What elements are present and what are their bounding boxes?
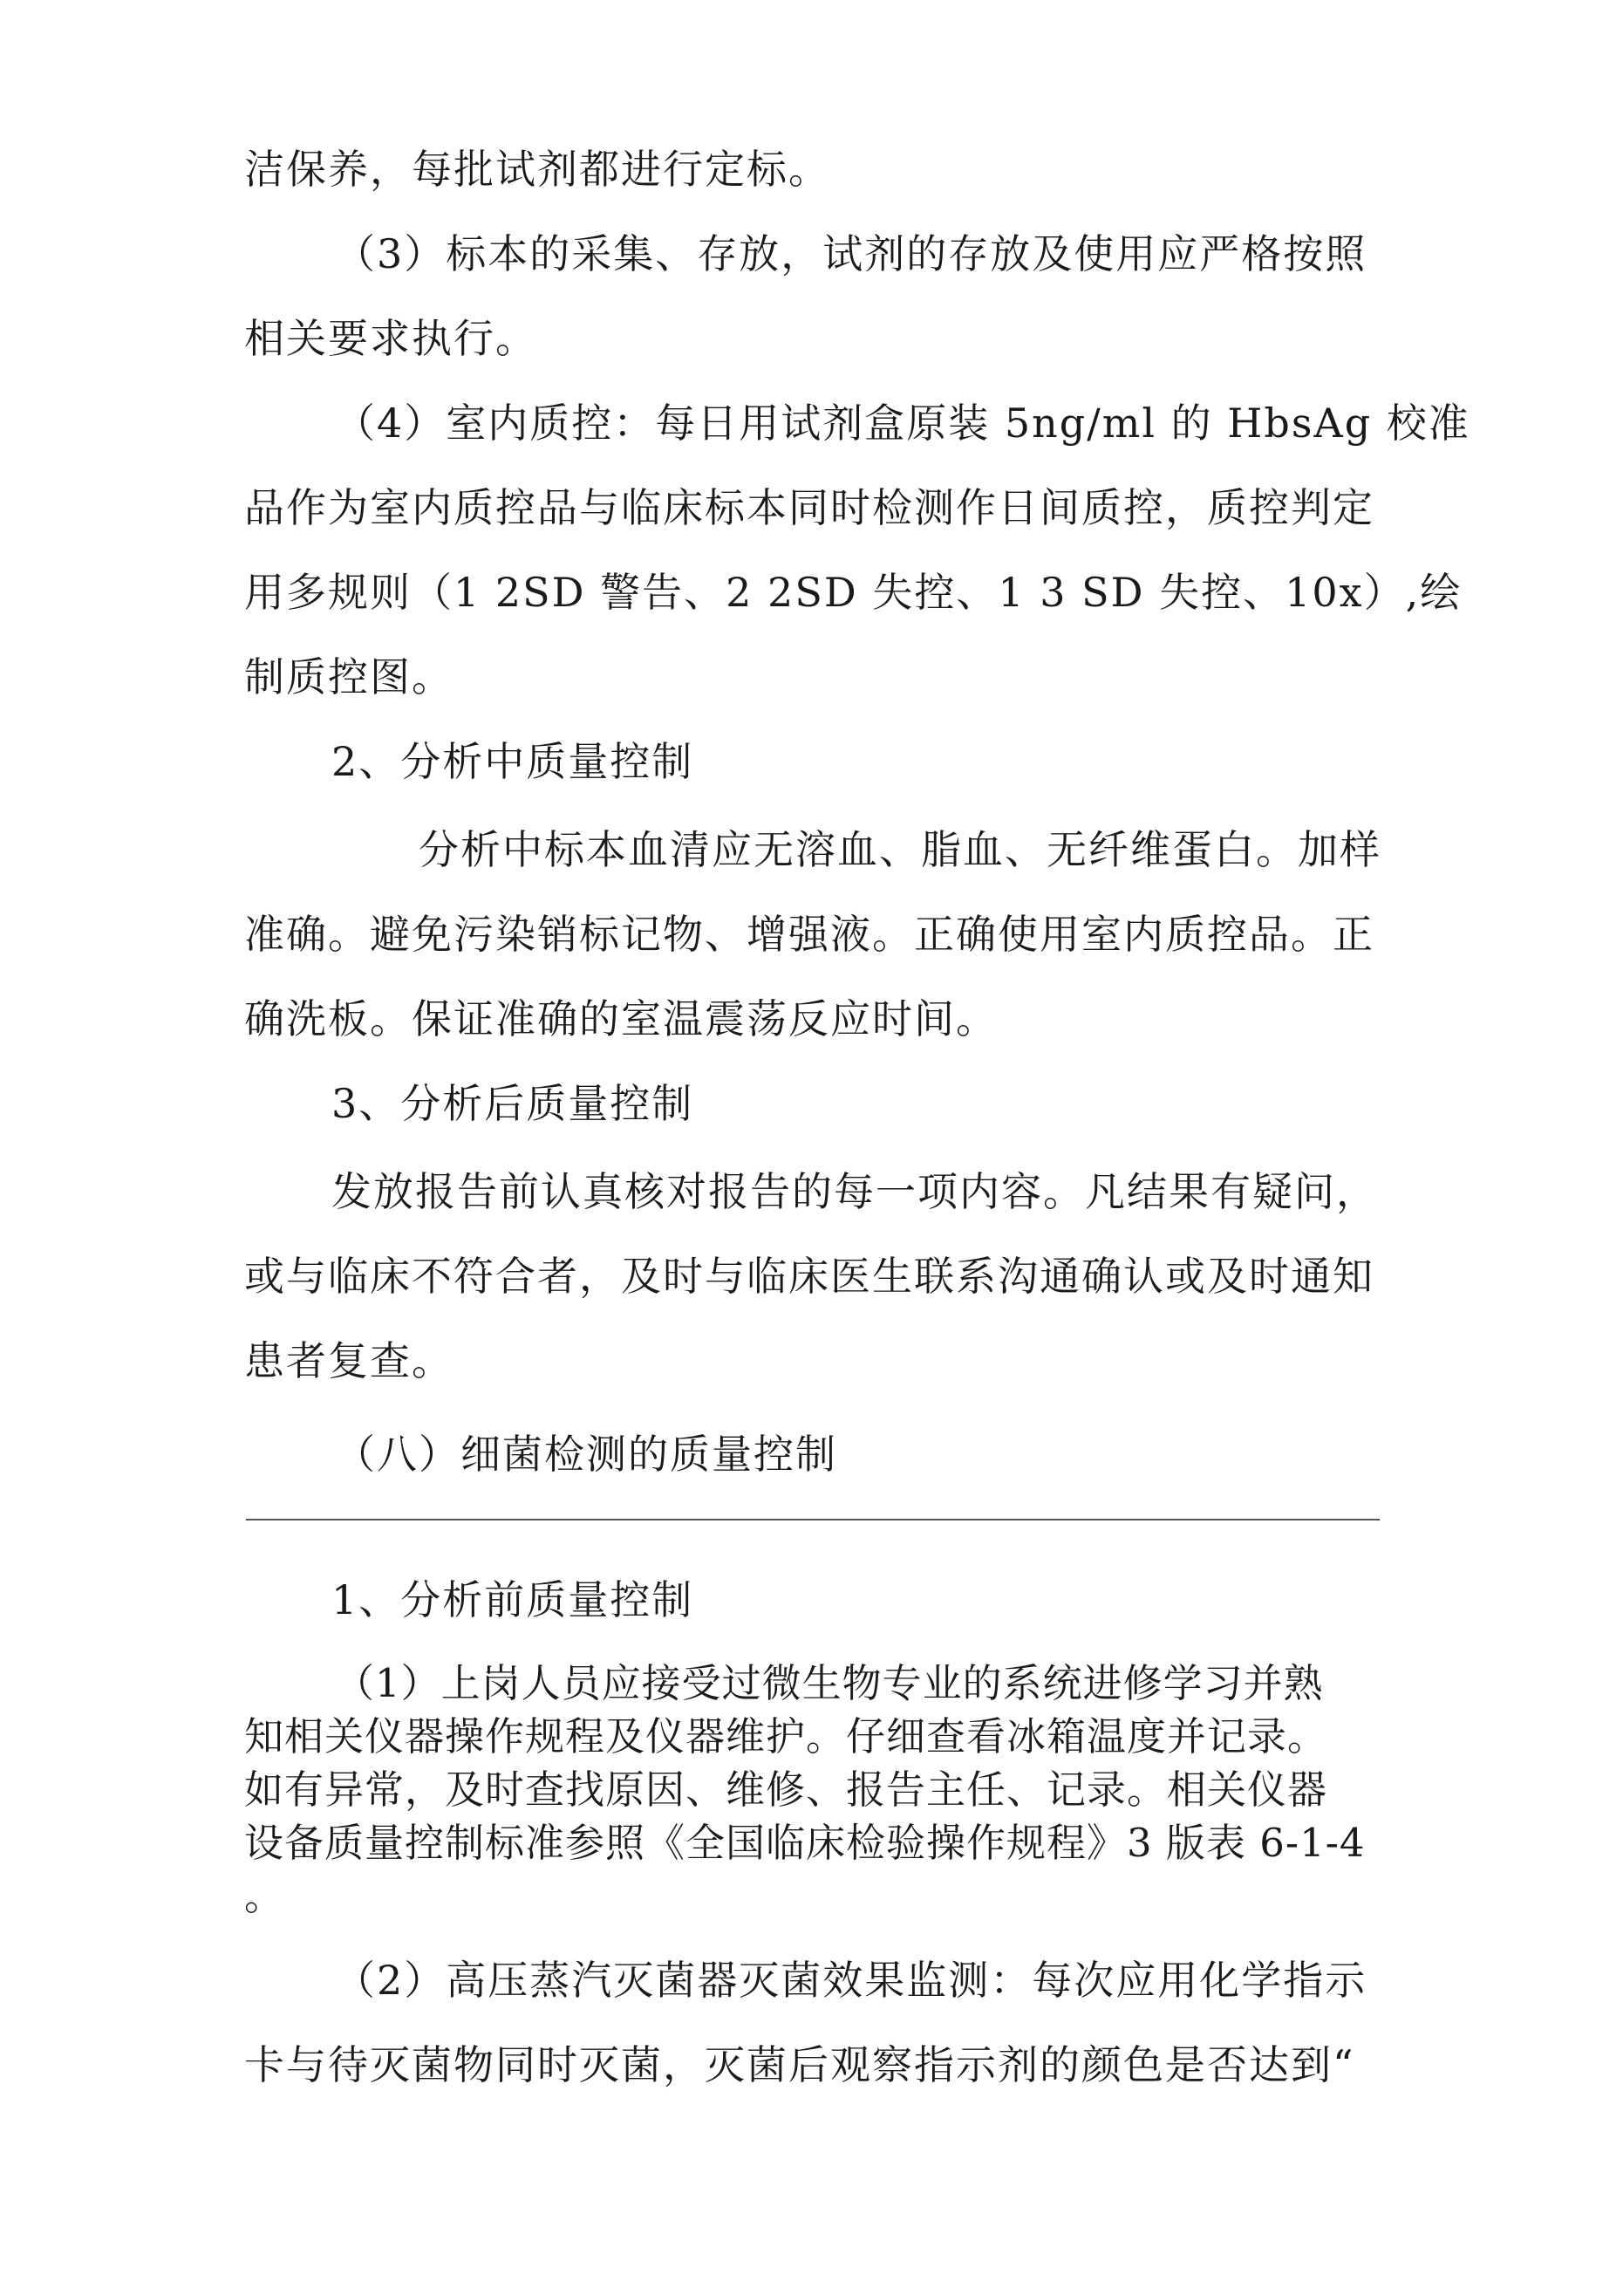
paragraph-line: 品作为室内质控品与临床标本同时检测作日间质控，质控判定 (244, 484, 1374, 531)
paragraph-line: 或与临床不符合者，及时与临床医生联系沟通确认或及时通知 (244, 1253, 1374, 1300)
section-heading: 1、分析前质量控制 (331, 1576, 694, 1623)
paragraph-line: 分析中标本血清应无溶血、脂血、无纤维蛋白。加样 (419, 826, 1381, 873)
section-heading: 2、分析中质量控制 (331, 738, 694, 785)
paragraph-line: 卡与待灭菌物同时灭菌，灭菌后观察指示剂的颜色是否达到“ (244, 2041, 1355, 2088)
paragraph-line: （2）高压蒸汽灭菌器灭菌效果监测：每次应用化学指示 (335, 1957, 1367, 2004)
paragraph-line: 发放报告前认真核对报告的每一项内容。凡结果有疑问， (331, 1168, 1378, 1215)
paragraph-line: 设备质量控制标准参照《全国临床检验操作规程》3 版表 6-1-4 (244, 1820, 1366, 1866)
paragraph-line: 。 (244, 1873, 285, 1919)
paragraph-line: 如有异常，及时查找原因、维修、报告主任、记录。相关仪器 (244, 1766, 1328, 1813)
paragraph-line: （4）室内质控：每日用试剂盒原装 5ng/ml 的 HbsAg 校准 (335, 400, 1470, 447)
paragraph-line: 确洗板。保证准确的室温震荡反应时间。 (244, 995, 998, 1042)
page-divider (246, 1519, 1380, 1520)
section-heading: 3、分析后质量控制 (331, 1080, 694, 1127)
paragraph-line: 用多规则（1 2SD 警告、2 2SD 失控、1 3 SD 失控、10x）,绘 (244, 569, 1463, 616)
paragraph-line: （1）上岗人员应接受过微生物专业的系统进修学习并熟 (335, 1660, 1324, 1706)
paragraph-line: 制质控图。 (244, 653, 453, 700)
paragraph-line: 洁保养，每批试剂都进行定标。 (244, 146, 830, 193)
section-heading: （八）细菌检测的质量控制 (335, 1431, 837, 1478)
paragraph-line: 相关要求执行。 (244, 315, 537, 362)
paragraph-line: （3）标本的采集、存放，试剂的存放及使用应严格按照 (335, 230, 1367, 277)
paragraph-line: 患者复查。 (244, 1337, 453, 1384)
paragraph-line: 准确。避免污染销标记物、增强液。正确使用室内质控品。正 (244, 911, 1374, 958)
paragraph-line: 知相关仪器操作规程及仪器维护。仔细查看冰箱温度并记录。 (244, 1713, 1328, 1760)
